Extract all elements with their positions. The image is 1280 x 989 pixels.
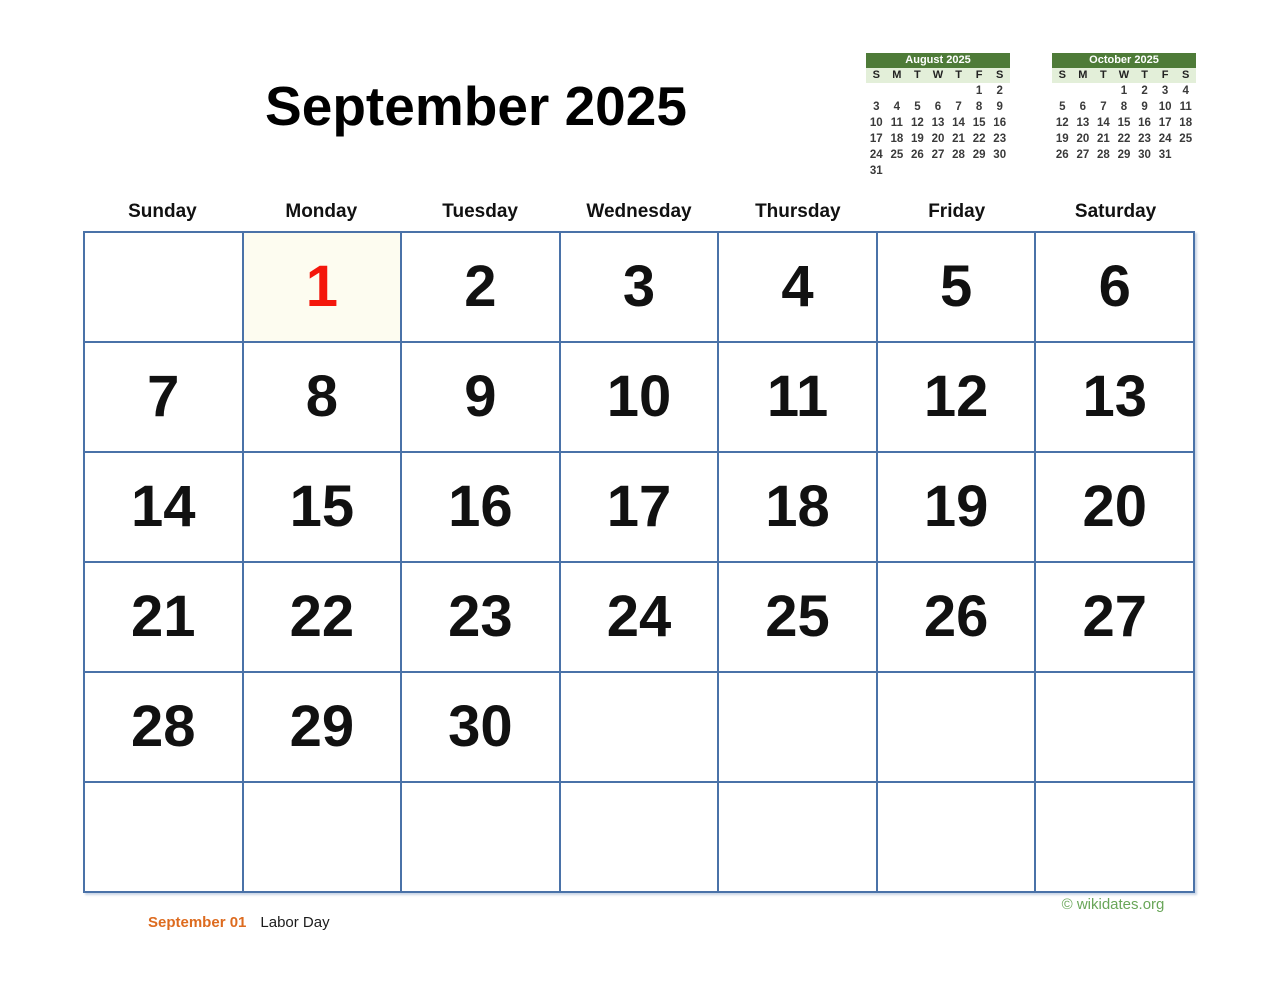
mini-date-17: 17 (1158, 117, 1172, 129)
mini-weekday-letter: W (1118, 69, 1130, 81)
weekday-header-tuesday: Tuesday (442, 201, 518, 222)
mini-weekday-letter: S (996, 69, 1004, 81)
calendar-cell-empty (402, 783, 561, 893)
mini-date-empty (969, 163, 990, 179)
mini-weekday-letter: M (892, 69, 902, 81)
calendar-cell-2 (402, 233, 561, 343)
date-number: 12 (923, 364, 989, 429)
mini-date-6: 6 (934, 101, 942, 113)
date-number: 23 (448, 584, 513, 649)
mini-date-27: 27 (1076, 149, 1090, 161)
mini-date-11: 11 (1179, 101, 1192, 113)
calendar-cell-7 (85, 343, 244, 453)
mini-date-empty (1093, 83, 1114, 99)
date-number: 14 (131, 474, 196, 539)
calendar-cell-28 (85, 673, 244, 783)
mini-date-19: 19 (1055, 133, 1069, 145)
calendar-cell-20 (1036, 453, 1195, 563)
calendar-cell-24 (561, 563, 720, 673)
calendar-cell-26 (878, 563, 1037, 673)
calendar-cell-empty (1036, 783, 1195, 893)
date-number: 10 (606, 364, 672, 429)
mini-date-14: 14 (1097, 117, 1110, 129)
mini-weekday-letter: S (1182, 69, 1190, 81)
mini-date-5: 5 (1059, 101, 1066, 113)
mini-date-18: 18 (1179, 117, 1193, 129)
weekday-header-wednesday: Wednesday (586, 201, 692, 222)
mini-date-23: 23 (993, 133, 1007, 145)
date-number: 1 (305, 254, 338, 319)
date-number: 11 (766, 364, 829, 429)
mini-date-30: 30 (993, 149, 1007, 161)
calendar-cell-29 (244, 673, 403, 783)
mini-date-25: 25 (1179, 133, 1193, 145)
page-title: September 2025 (265, 75, 687, 137)
mini-days-grid (866, 83, 1010, 179)
mini-date-empty (1073, 83, 1094, 99)
calendar-cell-22 (244, 563, 403, 673)
mini-weekday-letter: M (1078, 69, 1088, 81)
mini-date-22: 22 (1117, 133, 1131, 145)
date-number: 21 (131, 584, 196, 649)
calendar-cell-empty (244, 783, 403, 893)
mini-weekday-letter: F (1161, 69, 1169, 81)
calendar-cell-1 (244, 233, 403, 343)
weekday-header-monday: Monday (285, 201, 358, 222)
mini-date-20: 20 (1076, 133, 1090, 145)
mini-date-24: 24 (869, 149, 883, 161)
calendar-cell-8 (244, 343, 403, 453)
mini-date-5: 5 (914, 101, 921, 113)
mini-date-1: 1 (1120, 85, 1128, 97)
mini-date-15: 15 (972, 117, 986, 129)
calendar-grid (83, 231, 1195, 893)
mini-date-3: 3 (873, 101, 880, 113)
calendar-cell-30 (402, 673, 561, 783)
date-number: 27 (1082, 584, 1147, 649)
mini-date-16: 16 (993, 117, 1007, 129)
calendar-cell-21 (85, 563, 244, 673)
mini-date-27: 27 (931, 149, 945, 161)
mini-date-empty (907, 163, 928, 179)
mini-calendar-title: October 2025 (1052, 53, 1196, 68)
mini-date-empty (928, 83, 949, 99)
calendar-cell-14 (85, 453, 244, 563)
mini-weekday-letter: T (955, 69, 962, 81)
mini-date-3: 3 (1161, 85, 1169, 97)
calendar-cell-3 (561, 233, 720, 343)
mini-calendar-october-2025 (1052, 53, 1196, 163)
mini-date-13: 13 (1076, 117, 1090, 129)
calendar-cell-5 (878, 233, 1037, 343)
mini-date-10: 10 (869, 117, 883, 129)
mini-date-empty (948, 83, 969, 99)
mini-date-empty (989, 163, 1010, 179)
date-number: 9 (464, 364, 497, 429)
calendar-cell-10 (561, 343, 720, 453)
mini-date-6: 6 (1079, 101, 1087, 113)
mini-date-26: 26 (1055, 149, 1069, 161)
mini-date-1: 1 (975, 85, 983, 97)
date-number: 24 (606, 584, 672, 649)
mini-date-24: 24 (1158, 133, 1172, 145)
calendar-cell-empty (719, 783, 878, 893)
mini-date-31: 31 (869, 165, 883, 177)
date-number: 22 (289, 584, 355, 649)
calendar-cell-empty (878, 673, 1037, 783)
calendar-cell-empty (561, 783, 720, 893)
date-number: 30 (448, 694, 513, 759)
date-number: 5 (940, 254, 973, 319)
holiday-date: September 01 (148, 914, 247, 931)
date-number: 4 (781, 254, 814, 319)
mini-date-empty (928, 163, 949, 179)
calendar-cell-empty (85, 233, 244, 343)
calendar-cell-25 (719, 563, 878, 673)
mini-date-empty (1052, 83, 1073, 99)
date-number: 8 (305, 364, 338, 429)
mini-date-12: 12 (1055, 117, 1069, 129)
weekday-header-saturday: Saturday (1074, 201, 1157, 222)
calendar-cell-16 (402, 453, 561, 563)
weekday-header-sunday: Sunday (128, 201, 197, 222)
date-number: 18 (765, 474, 830, 539)
mini-date-18: 18 (890, 133, 904, 145)
mini-date-29: 29 (972, 149, 986, 161)
calendar-cell-4 (719, 233, 878, 343)
mini-weekday-row (866, 68, 1010, 83)
mini-weekday-letter: T (1141, 69, 1148, 81)
date-number: 25 (765, 584, 830, 649)
date-number: 17 (606, 474, 672, 539)
mini-date-empty (948, 163, 969, 179)
mini-date-16: 16 (1138, 117, 1151, 129)
mini-date-9: 9 (1141, 101, 1148, 113)
date-number: 26 (923, 584, 989, 649)
weekday-header-row (83, 201, 1195, 223)
date-number: 2 (464, 254, 497, 319)
date-number: 16 (448, 474, 513, 539)
mini-weekday-letter: S (872, 69, 880, 81)
date-number: 3 (622, 254, 656, 319)
mini-weekday-letter: S (1058, 69, 1066, 81)
mini-date-2: 2 (1141, 85, 1148, 97)
date-number: 20 (1082, 474, 1147, 539)
mini-date-29: 29 (1117, 149, 1131, 161)
mini-calendar-title: August 2025 (866, 53, 1010, 68)
holiday-legend (148, 914, 330, 931)
mini-date-10: 10 (1158, 101, 1172, 113)
date-number: 6 (1098, 254, 1131, 319)
mini-date-21: 21 (952, 133, 965, 145)
mini-date-11: 11 (890, 117, 903, 129)
mini-weekday-row (1052, 68, 1196, 83)
calendar-cell-empty (1036, 673, 1195, 783)
date-number: 28 (131, 694, 196, 759)
mini-date-17: 17 (869, 133, 883, 145)
mini-date-empty (887, 163, 908, 179)
mini-weekday-letter: T (1100, 69, 1107, 81)
mini-date-empty (907, 83, 928, 99)
holiday-name: Labor Day (260, 914, 330, 931)
calendar-cell-19 (878, 453, 1037, 563)
calendar-cell-27 (1036, 563, 1195, 673)
date-number: 15 (289, 474, 355, 539)
weekday-header-friday: Friday (928, 201, 986, 222)
calendar-cell-empty (561, 673, 720, 783)
copyright-text: © wikidates.org (1061, 896, 1165, 913)
mini-date-21: 21 (1097, 133, 1110, 145)
calendar-cell-17 (561, 453, 720, 563)
mini-date-23: 23 (1138, 133, 1151, 145)
calendar-cell-9 (402, 343, 561, 453)
mini-date-26: 26 (911, 149, 924, 161)
mini-weekday-letter: F (975, 69, 983, 81)
mini-date-15: 15 (1117, 117, 1131, 129)
mini-date-8: 8 (975, 101, 983, 113)
mini-date-22: 22 (972, 133, 986, 145)
date-number: 29 (289, 694, 355, 759)
mini-date-30: 30 (1138, 149, 1151, 161)
mini-date-25: 25 (890, 149, 904, 161)
calendar-cell-15 (244, 453, 403, 563)
mini-date-28: 28 (952, 149, 965, 161)
mini-date-4: 4 (1182, 85, 1189, 97)
mini-date-20: 20 (931, 133, 945, 145)
calendar-cell-6 (1036, 233, 1195, 343)
mini-date-12: 12 (911, 117, 924, 129)
mini-date-19: 19 (911, 133, 924, 145)
mini-date-4: 4 (893, 101, 901, 113)
mini-weekday-letter: W (932, 69, 944, 81)
mini-date-13: 13 (931, 117, 945, 129)
calendar-cell-18 (719, 453, 878, 563)
mini-date-14: 14 (952, 117, 965, 129)
weekday-header-thursday: Thursday (755, 201, 841, 222)
mini-date-28: 28 (1097, 149, 1110, 161)
mini-date-empty (887, 83, 908, 99)
mini-days-grid (1052, 83, 1196, 163)
date-number: 19 (923, 474, 989, 539)
calendar-cell-empty (878, 783, 1037, 893)
date-number: 7 (147, 364, 180, 429)
mini-date-empty (866, 83, 887, 99)
calendar-cell-23 (402, 563, 561, 673)
mini-date-empty (1175, 147, 1196, 163)
mini-calendar-august-2025 (866, 53, 1010, 179)
mini-date-7: 7 (1100, 101, 1107, 113)
calendar-cell-empty (85, 783, 244, 893)
mini-date-9: 9 (996, 101, 1003, 113)
mini-date-7: 7 (955, 101, 962, 113)
calendar-cell-11 (719, 343, 878, 453)
mini-weekday-letter: T (914, 69, 921, 81)
calendar-cell-13 (1036, 343, 1195, 453)
date-number: 13 (1082, 364, 1147, 429)
calendar-cell-12 (878, 343, 1037, 453)
mini-date-8: 8 (1120, 101, 1128, 113)
calendar-cell-empty (719, 673, 878, 783)
mini-date-2: 2 (996, 85, 1003, 97)
mini-date-31: 31 (1158, 149, 1172, 161)
